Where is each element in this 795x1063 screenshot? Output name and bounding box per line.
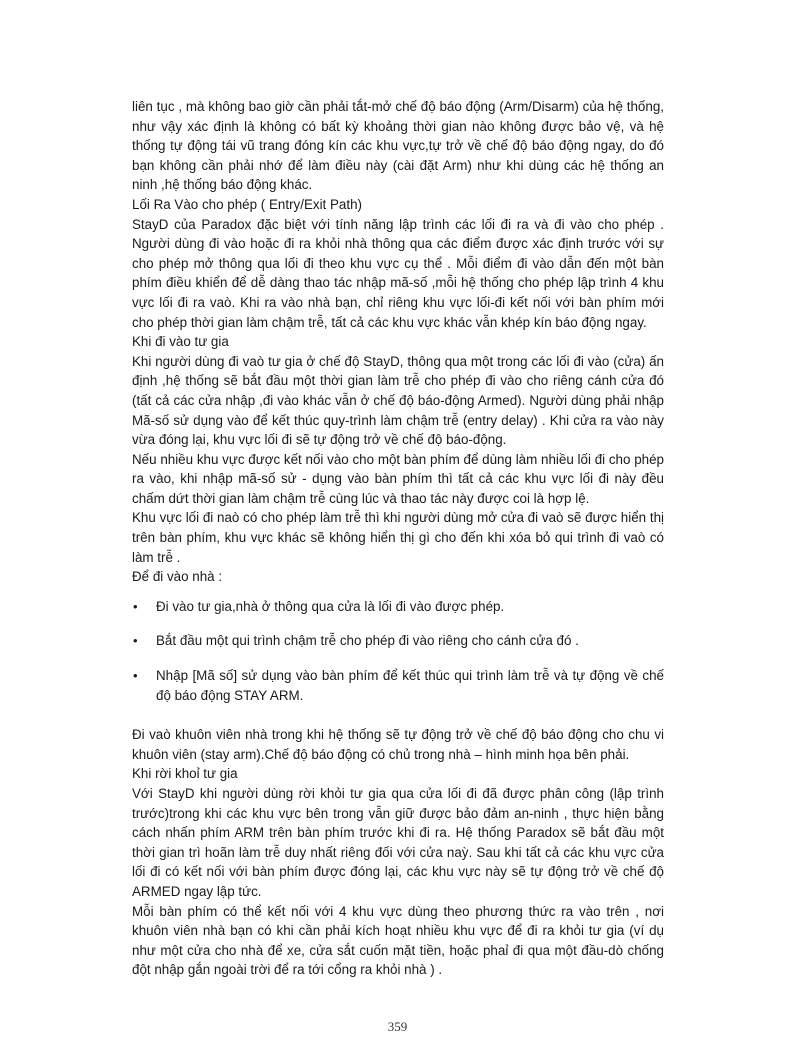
list-item	[132, 631, 664, 651]
bullet-icon: •	[133, 668, 138, 684]
paragraph-stayd: StayD của Paradox đặc biệt với tính năng lập trình các lối đi ra và đi vào cho phép . Người dùng đi vào hoặc đi ra khỏi nhà thông qua các điểm được xác định trước với sự cho phép mở thông qua lối đi theo khu vực cụ thể . Mỗi điểm đi vào dẫn đến một bàn phím điều khiển để dễ dàng thao tác nhập mã-số ,mỗi hệ thống cho phép lập trình 4 khu vực lối đi ra vaò. Khi ra vào nhà bạn, chỉ riêng khu vực lối-đi kết nối với bàn phím mới cho phép thời gian làm chậm trễ, tất cả các khu vực khác vẫn khép kín báo động ngay.	[132, 216, 664, 330]
bullet-icon: •	[133, 598, 138, 614]
list-item-text: Nhập [Mã số] sử dụng vào bàn phím để kết thúc qui trình làm trễ và tự động về chế độ báo động STAY ARM.	[156, 668, 664, 703]
list-item	[132, 597, 664, 617]
list-item-text: Bắt đầu một qui trình chậm trễ cho phép đi vào riêng cho cánh cửa đó .	[156, 633, 579, 649]
list-item-text: Đi vào tư gia,nhà ở thông qua cửa là lối đi vào được phép.	[156, 598, 505, 614]
bullet-icon: •	[133, 633, 138, 649]
paragraph-after-bullets: Đi vaò khuôn viên nhà trong khi hệ thống sẽ tự động trở về chế độ báo động cho chu vi khuôn viên (stay arm).Chế độ báo động có chủ trong nhà – hình minh họa bên phải.	[132, 727, 664, 762]
page-number: 359	[387, 1019, 408, 1034]
list-item	[132, 666, 664, 705]
paragraph-enter-3: Khu vực lối đi naò có cho phép làm trễ thì khi người dùng mở cửa đi vaò sẽ được hiển thị trên bàn phím, khu vực khác sẽ không hiển thị gì cho đến khi xóa bỏ qui trình đi vaò có làm trễ .	[132, 510, 664, 565]
heading-entering-home: Khi đi vào tư gia	[132, 334, 229, 350]
paragraph-leave-1: Với StayD khi người dùng rời khỏi tư gia qua cửa lối đi đã được phân công (lập trình trước)trong khi các khu vực bên trong vẫn giữ được bảo đảm an-ninh , thực hiện bằng cách nhấn phím ARM trên bàn phím trước khi đi ra. Hệ thống Paradox sẽ bắt đầu một thời gian trì hoãn làm trễ duy nhất riêng đối với cửa naỳ. Sau khi tất cả các khu vực cửa lối đi có kết nối với bàn phím được đóng lại, các khu vực này sẽ tự động trở về chế độ ARMED ngay lập tức.	[132, 786, 664, 899]
paragraph-leave-2: Mỗi bàn phím có thể kết nối với 4 khu vực dùng theo phương thức ra vào trên , nơi khuôn viên nhà bạn có khi cần phải kích hoạt nhiều khu vực để đi ra khỏi tư gia (ví dụ như một cửa cho nhà để xe, cửa sắt cuốn mặt tiền, hoặc phaỉ đi qua một đầu-dò chống đột nhập gắn ngoài trời để ra tới cổng ra khỏi nhà ) .	[132, 903, 664, 978]
document-body	[132, 97, 664, 980]
heading-leaving-home: Khi rời khoỉ tư gia	[132, 766, 238, 782]
paragraph-enter-1: Khi người dùng đi vaò tư gia ở chế độ StayD, thông qua một trong các lối đi vào (cửa) ấn định ,hệ thống sẽ bắt đầu một thời gian làm trễ cho phép đi vào cho riêng cánh cửa đó (tất cả các cửa nhập ,đi vào khác vẫn ở chế độ báo-động Armed). Người dùng phải nhập Mã-số sử dụng vào để kết thúc quy-trình làm chậm trễ (entry delay) . Khi cửa ra vào này vừa đóng lại, khu vực lối đi sẽ tự động trở về chế độ báo-động.	[132, 353, 664, 448]
heading-entry-exit-path: Lối Ra Vào cho phép ( Entry/Exit Path)	[132, 196, 362, 212]
bullet-list	[132, 597, 664, 705]
paragraph-intro: liên tục , mà không bao giờ cần phải tắt-mở chế độ báo động (Arm/Disarm) của hệ thống, như vậy xác định là không có bất kỳ khoảng thời gian nào không được bảo vệ, và hệ thống tự động tái vũ trang đóng kín các khu vực,tự trở về chế độ báo động ngay, do đó bạn không cần phải nhớ để làm điều này (cài đặt Arm) như khi dùng các hệ thống an ninh ,hệ thống báo động khác.	[132, 99, 664, 193]
heading-to-enter: Để đi vào nhà :	[132, 569, 223, 585]
paragraph-enter-2: Nếu nhiều khu vực được kết nối vào cho một bàn phím để dùng làm nhiều lối đi cho phép ra vào, khi nhập mã-số sử - dụng vào bàn phím thì tất cả các khu vực lối đi này đều chấm dứt thời gian làm chậm trễ cùng lúc và thao tác này được coi là hợp lệ.	[132, 451, 664, 506]
